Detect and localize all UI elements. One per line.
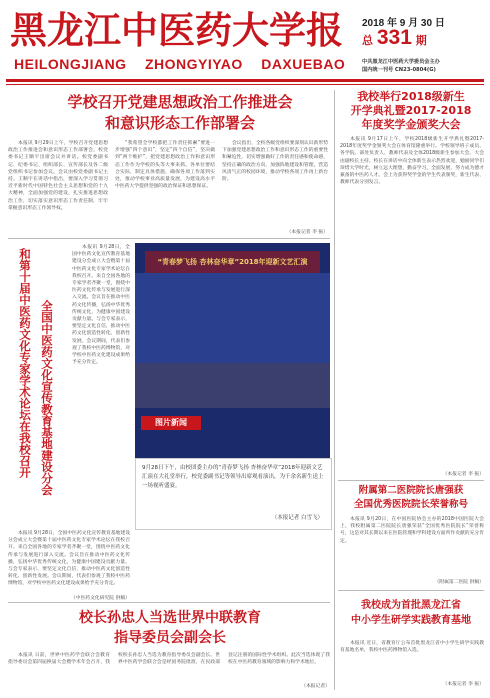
- masthead-divider-thin: [6, 84, 484, 85]
- bottom-left-headline-line2: 指导委员会副会长: [114, 630, 226, 646]
- column-divider-right: [334, 90, 335, 690]
- right-top-headline-line2: 开学典礼暨2017-2018: [350, 104, 472, 117]
- pinyin-word-2: ZHONGYIYAO: [144, 56, 243, 72]
- right-top-headline[interactable]: [338, 90, 484, 132]
- bottom-left-top-rule: [8, 602, 330, 603]
- right-mid-headline-line1: 附属第二医院院长唐强获: [358, 485, 464, 496]
- lead-article-author: （本报记者 李 振）: [286, 230, 328, 235]
- lead-headline-line2: 和意识形态工作部署会: [104, 114, 255, 132]
- right-bottom-author: （本报记者 李 振）: [442, 682, 484, 687]
- right-mid-top-rule: [338, 480, 484, 481]
- right-top-headline-line1: 我校举行2018级新生: [357, 90, 465, 103]
- right-mid-headline[interactable]: [338, 484, 484, 512]
- right-mid-headline-line2: 全国优秀医院院长荣誉称号: [353, 499, 468, 510]
- publisher-info: [362, 58, 486, 74]
- issue-date: 2018 年 9 月 30 日: [362, 18, 445, 29]
- photo-stage-banner: “青春梦飞扬 杏林奋华章”2018年迎新文艺汇演: [145, 251, 320, 273]
- photo-news-label: 图片新闻: [141, 416, 201, 430]
- issue-suffix: 期: [415, 34, 427, 47]
- pinyin-word-1: HEILONGJIANG: [14, 56, 127, 72]
- right-top-headline-line3: 年度奖学金颁奖大会: [361, 118, 461, 131]
- right-bottom-headline[interactable]: [338, 598, 484, 628]
- right-mid-author: （附属第二医院 供稿）: [434, 580, 484, 585]
- issue-total-prefix: 总: [362, 34, 373, 47]
- lead-article-bottom-rule: [8, 238, 330, 239]
- right-bottom-body: 本报讯 近日，省教育厅公布首批黑龙江省中小学生研学实践教育基地名单，我校中医药博物馆入选。: [340, 641, 484, 654]
- newspaper-masthead-title: 黑龙江中医药大学报: [10, 8, 343, 52]
- photo-caption-box: [135, 458, 332, 530]
- vertical-article-headline-1[interactable]: 全国中医药文化宣传教育基地建设分会: [40, 300, 54, 496]
- photo-credit: （本报记者 白雪飞）: [271, 515, 323, 521]
- lead-article-col1: 本报讯 9月29日上午，学校召开党建思想政治工作推进会和意识形态工作部署会。校党委书记王顺宇出席会议并讲话。校党委副书记、纪委书记、组织部长、宣传部长及各二级党组织书记参加会议。会议由校党委副书记主持。王顺宇在讲话中指出，要深入学习贯彻习近平新时代中国特色社会主义思想和党的十九大精神，全面加强党的建设，扎实推进思想政治工作，切实落实意识形态工作责任制，牢牢掌握意识形态工作领导权。: [8, 141, 108, 211]
- right-mid-body: 本报讯 9月20日，在中国医院协会主办的2018中国医院大会上，我校附属第二医院院长唐强荣获“全国优秀医院院长”荣誉称号，这是对其长期以来在医院管理和学科建设方面所作贡献的充分肯定。: [340, 517, 484, 544]
- vertical-article-footnote: （中医药文化研究院 供稿）: [70, 596, 130, 601]
- bottom-left-body: 本报讯 日前，世界中医药学会联合会教育指导委员会第四届换届大会暨学术年会召开，我校校长孙忠人当选为教育指导委员会副会长。世界中医药学会联合会是经国务院批准，在民政部登记注册的国际性学术组织。此次当选体现了我校在中医药教育领域的影响力和学术地位。: [8, 653, 330, 666]
- publisher-line: 中共黑龙江中医药大学委员会主办: [362, 59, 440, 65]
- lead-article-col3: 会议指出，全校各级党组织要深刻认识新形势下加强党建思想政治工作和意识形态工作的重要性和紧迫性，切实增强做好工作的责任感和使命感，坚持正确的政治方向，加强阵地建设和管理，营造风清气正的校园环境，推动学校各项工作再上新台阶。: [222, 141, 328, 183]
- right-bottom-headline-line2: 中小学生研学实践教育基地: [351, 615, 471, 626]
- right-bottom-headline-line1: 我校成为首批黑龙江省: [361, 600, 461, 611]
- pinyin-word-3: DAXUEBAO: [261, 56, 346, 72]
- right-top-author: （本报记者 李 振）: [442, 472, 484, 477]
- bottom-left-author: （本报记者）: [301, 684, 330, 689]
- lead-article-headline[interactable]: [30, 92, 330, 134]
- right-top-body: 本报讯 9月17日上午，学校2018级新生开学典礼暨2017-2018年度奖学金颁奖大会在体育馆隆重举行。学校领导班子成员、各学院、部处负责人、教师代表及全体2018级新生参加大会。大会由副校长主持。校长在讲话中向全体新生表示热烈欢迎，勉励同学们珍惜大学时光，树立远大理想，勤奋学习，全面发展，努力成为德才兼备的中医药人才。会上为获得奖学金的学生代表颁奖，新生代表、教师代表分别发言。: [340, 137, 484, 186]
- lead-article-col2: “我希望全学校都把工作责任抓紧”要进一步增强“四个意识”，坚定“四个自信”，坚决做到“两个维护”，把党建思想政治工作和意识形态工作作为学校的头等大事来抓。各单位要结合实际，制定具体措施，确保各项工作落到实处，推动学校事业高质量发展，为建设高水平中医药大学提供坚强的政治保证和思想保证。: [115, 141, 215, 190]
- vertical-article-body-bottom: 本报讯 9月28日，全国中医药文化宣传教育基地建设分会成立大会暨第十届中医药文化专家学术论坛在我校召开。来自全国各地的专家学者齐聚一堂，围绕中医药文化传承与发展进行深入交流。会议旨在推动中医药文化传播，弘扬中华优秀传统文化，为健康中国建设贡献力量。与会专家表示，要坚定文化自信，推动中医药文化创造性转化、创新性发展。会议期间，代表们参观了我校中医药博物馆，对学校中医药文化建设成果给予充分肯定。: [8, 531, 130, 587]
- issue-number: 331: [376, 26, 412, 49]
- bottom-left-headline[interactable]: [20, 608, 320, 648]
- lead-headline-line1: 学校召开党建思想政治工作推进会: [67, 93, 293, 111]
- vertical-article-headline-2[interactable]: 和第十届中医药文化专家学术论坛在我校召开: [18, 248, 32, 478]
- masthead-divider-thick: [6, 79, 484, 82]
- event-photo: [135, 243, 330, 458]
- masthead-pinyin: [14, 56, 344, 74]
- issue-number-box: [362, 26, 482, 52]
- cn-number-line: 国内统一刊号 CN23-0804(G): [362, 67, 436, 73]
- vertical-article-body-top: 本报讯 9月28日，全国中医药文化宣传教育基地建设分会成立大会暨第十届中医药文化专家学术论坛在我校召开。来自全国各地的专家学者齐聚一堂，围绕中医药文化传承与发展进行深入交流。会议旨在推动中医药文化传播，弘扬中华优秀传统文化，为健康中国建设贡献力量。与会专家表示，要坚定文化自信，推动中医药文化创造性转化、创新性发展。会议期间，代表们参观了我校中医药博物馆，对学校中医药文化建设成果给予充分肯定。: [72, 245, 130, 366]
- photo-performers: [135, 363, 330, 408]
- bottom-left-headline-line1: 校长孙忠人当选世界中联教育: [79, 610, 261, 626]
- photo-caption: 9月28日下午，由校团委主办的“青春梦飞扬 杏林奋华章”2018年迎新文艺汇演在大礼堂举行，校党委副书记等领导出席观看演出，为千余名新生送上一场视听盛宴。: [142, 465, 324, 489]
- right-bottom-top-rule: [338, 590, 484, 591]
